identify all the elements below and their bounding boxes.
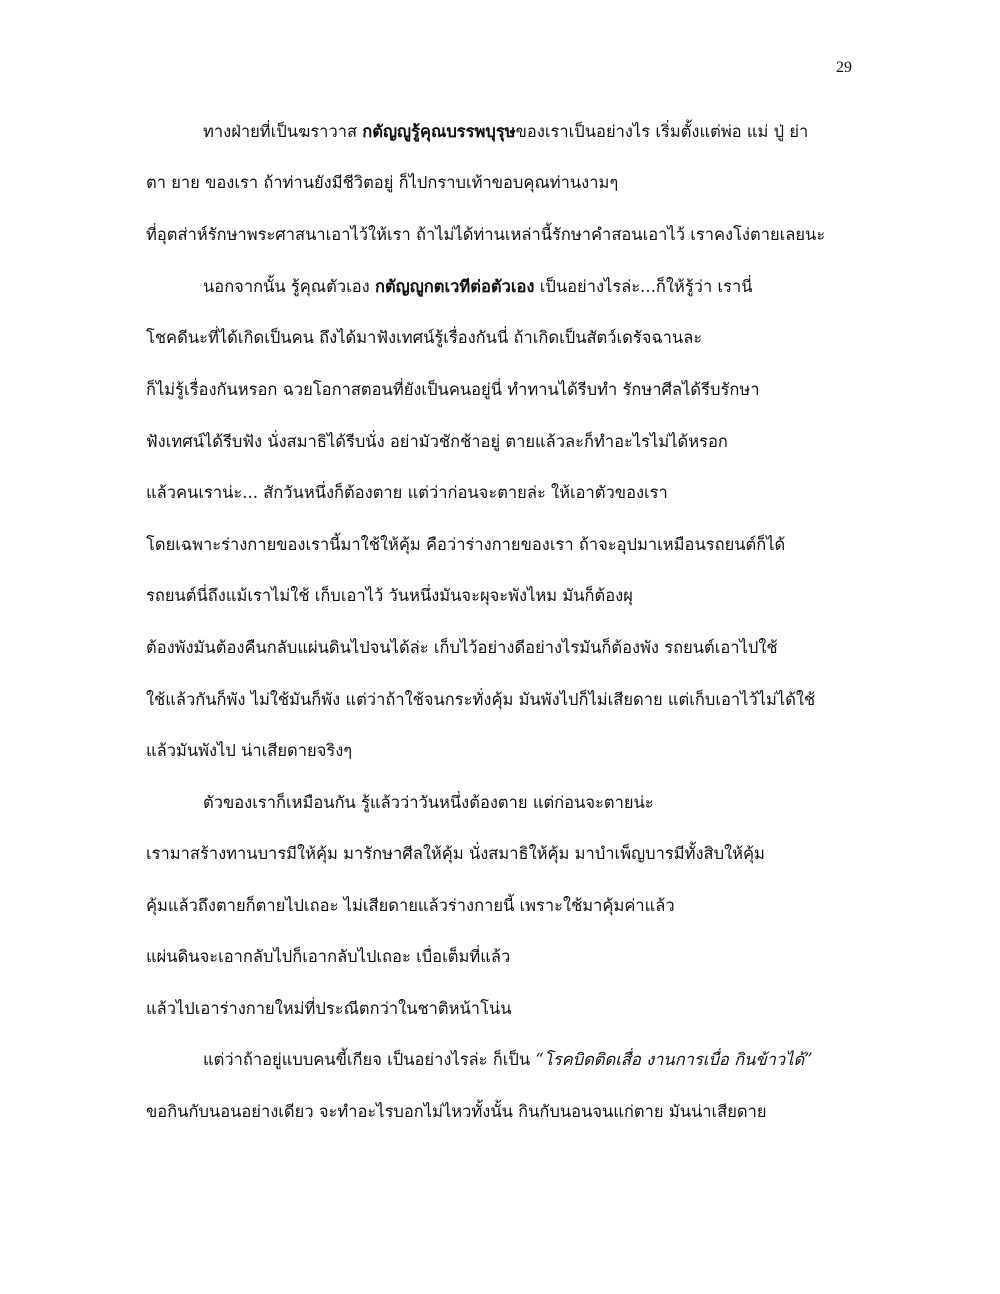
paragraph-3-line-4: แผ่นดินจะเอากลับไปก็เอากลับไปเถอะ เบื่อเต็มที่แล้ว: [146, 947, 511, 966]
italic-quote: “โรคบิดติดเสื่อ งานการเบื่อ กินข้าวได้”: [535, 1050, 813, 1069]
paragraph-2-line-9: ใช้แล้วกันก็พัง ไม่ใช้มันก็พัง แต่ว่าถ้าใช้จนกระทั่งคุ้ม มันพังไปก็ไม่เสียดาย แต่เก็บเอาไว้ไม่ได้ใช้: [146, 690, 816, 709]
text-run: แต่ว่าถ้าอยู่แบบคนขี้เกียจ เป็นอย่างไรล่ะ ก็เป็น: [203, 1050, 536, 1069]
paragraph-1-line-2: ตา ยาย ของเรา ถ้าท่านยังมีชีวิตอยู่ ก็ไปกราบเท้าขอบคุณท่านงามๆ: [146, 173, 619, 192]
bold-phrase-self: กตัญญูกตเวทีต่อตัวเอง: [374, 277, 535, 296]
paragraph-1-line-3: ที่อุตส่าห์รักษาพระศาสนาเอาไว้ให้เรา ถ้าไม่ได้ท่านเหล่านี้รักษาคำสอนเอาไว้ เราคงโง่ตายเลยนะ: [146, 225, 826, 244]
text-run: นอกจากนั้น รู้คุณตัวเอง: [203, 277, 375, 296]
paragraph-3-line-2: เรามาสร้างทานบารมีให้คุ้ม มารักษาศีลให้คุ้ม นั่งสมาธิให้คุ้ม มาบำเพ็ญบารมีทั้งสิบให้คุ้ม: [146, 844, 765, 863]
paragraph-2-line-8: ต้องพังมันต้องคืนกลับแผ่นดินไปจนได้ล่ะ เก็บไว้อย่างดีอย่างไรมันก็ต้องพัง รถยนต์เอาไปใช้: [146, 638, 778, 657]
paragraph-2-line-3: ก็ไม่รู้เรื่องกันหรอก ฉวยโอกาสตอนที่ยังเป็นคนอยู่นี่ ทำทานได้รีบทำ รักษาศีลได้รีบรักษา: [146, 380, 760, 399]
paragraph-3-line-5: แล้วไปเอาร่างกายใหม่ที่ประณีตกว่าในชาติหน้าโน่น: [146, 999, 512, 1018]
paragraph-2-line-6: โดยเฉพาะร่างกายของเรานี้มาใช้ให้คุ้ม คือว่าร่างกายของเรา ถ้าจะอุปมาเหมือนรถยนต์ก็ได้: [146, 535, 786, 554]
text-run: ของเราเป็นอย่างไร เริ่มตั้งแต่พ่อ แม่ ปู่ ย่า: [515, 122, 809, 141]
paragraph-2-line-2: โชคดีนะที่ได้เกิดเป็นคน ถึงได้มาฟังเทศน์รู้เรื่องกันนี่ ถ้าเกิดเป็นสัตว์เดรัจฉานละ: [146, 328, 703, 347]
text-run: เป็นอย่างไรล่ะ...ก็ให้รู้ว่า เรานี่: [534, 277, 753, 296]
paragraph-2-line-7: รถยนต์นี่ถึงแม้เราไม่ใช้ เก็บเอาไว้ วันหนึ่งมันจะผุจะพังไหม มันก็ต้องผุ: [146, 586, 633, 605]
paragraph-4-line-2: ขอกินกับนอนอย่างเดียว จะทำอะไรบอกไม่ไหวทั้งนั้น กินกับนอนจนแก่ตาย มันน่าเสียดาย: [146, 1102, 767, 1121]
paragraph-2-line-4: ฟังเทศน์ได้รีบฟัง นั่งสมาธิได้รีบนั่ง อย่ามัวชักช้าอยู่ ตายแล้วละก็ทำอะไรไม่ได้หรอก: [146, 432, 728, 451]
paragraph-1-line-1: [203, 118, 858, 146]
paragraph-2-line-10: แล้วมันพังไป น่าเสียดายจริงๆ: [146, 741, 353, 760]
bold-phrase-ancestors: กตัญญูรู้คุณบรรพบุรุษ: [362, 122, 516, 141]
paragraph-2-line-5: แล้วคนเราน่ะ... สักวันหนึ่งก็ต้องตาย แต่ว่าก่อนจะตายล่ะ ให้เอาตัวของเรา: [146, 483, 668, 502]
paragraph-3-line-1: ตัวของเราก็เหมือนกัน รู้แล้วว่าวันหนึ่งต้องตาย แต่ก่อนจะตายน่ะ: [203, 793, 654, 812]
paragraph-4-line-1: [203, 1046, 858, 1074]
text-run: ทางฝ่ายที่เป็นฆราวาส: [203, 122, 363, 141]
page-number: 29: [836, 59, 852, 76]
paragraph-3-line-3: คุ้มแล้วถึงตายก็ตายไปเถอะ ไม่เสียดายแล้วร่างกายนี้ เพราะใช้มาคุ้มค่าแล้ว: [146, 896, 675, 915]
paragraph-2-line-1: [203, 273, 858, 301]
